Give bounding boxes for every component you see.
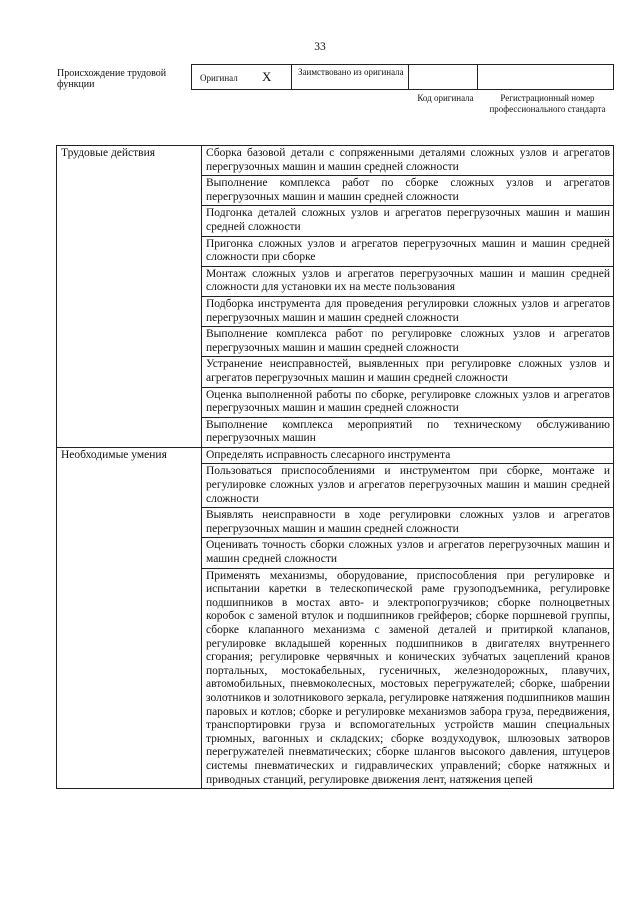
- section-item: Подборка инструмента для проведения регулировки сложных узлов и агрегатов перегрузочных машин и машин средней сложности: [202, 296, 614, 326]
- section-item: Выполнение комплекса работ по регулировке сложных узлов и агрегатов перегрузочных машин и машин средней сложности: [202, 327, 614, 357]
- origin-code-cell: [409, 65, 478, 89]
- section-label: Необходимые умения: [57, 447, 202, 788]
- table-row: [57, 146, 614, 176]
- origin-reg-cell: [478, 65, 613, 89]
- section-item: Подгонка деталей сложных узлов и агрегатов перегрузочных машин и машин средней сложности: [202, 206, 614, 236]
- borrowed-label: Заимствовано из оригинала: [298, 67, 404, 77]
- section-item: Оценивать точность сборки сложных узлов и агрегатов перегрузочных машин и машин средней сложности: [202, 538, 614, 568]
- origin-borrowed-cell: [292, 65, 409, 89]
- origin-table: [191, 64, 614, 90]
- section-item: Устранение неисправностей, выявленных при регулировке сложных узлов и агрегатов перегрузочных машин и машин средней сложности: [202, 357, 614, 387]
- original-mark: X: [262, 69, 272, 84]
- section-item: Применять механизмы, оборудование, приспособления при регулировке и испытании каретки в телескопической раме грузоподъемника, регулировке подшипников в мостах авто- и электропогрузчиков; сборке полноцветных коробок с заменой втулок и подшипников грейферов; сборке поршневой группы, сборке клапанного механизма с заменой деталей и притиркой клапанов, регулировке вкладышей коренных подшипников в двигателях внутреннего сгорания; регулировке червячных и конических зубчатых зацеплений кранов портальных, мостокабельных, гусеничных, железнодорожных, плавучих, автомобильных, пневмоколесных, мостовых перегружателей; сборке, шабрении золотников и золотникового зеркала, регулировке натяжения подшипников машин паровых и котлов; сборке и регулировке механизмов забора груза, передвижения, транспортировки груза и вспомогательных устройств машин специальных трюмных, вагонных и складских; сборке воздуходувок, шлюзовых затворов перегружателей пневматических; сборке шлангов высокого давления, штуцеров системы пневматических и гидравлических управлений; сборке натяжных и приводных станций, регулировке движения лент, натяжения цепей: [202, 568, 614, 789]
- section-item: Монтаж сложных узлов и агрегатов перегрузочных машин и машин средней сложности для установки их на месте пользования: [202, 266, 614, 296]
- section-item: Выполнение комплекса мероприятий по техническому обслуживанию перегрузочных машин: [202, 417, 614, 447]
- function-table: [56, 145, 614, 789]
- reg-number-label: Регистрационный номер профессионального стандарта: [489, 93, 606, 114]
- section-item: Выявлять неисправности в ходе регулировки сложных узлов и агрегатов перегрузочных машин и машин средней сложности: [202, 508, 614, 538]
- section-item: Сборка базовой детали с сопряженными деталями сложных узлов и агрегатов перегрузочных машин и машин средней сложности: [202, 146, 614, 176]
- table-row: [57, 447, 614, 464]
- original-label: Оригинал: [200, 73, 238, 83]
- section-item: Оценка выполненной работы по сборке, регулировке сложных узлов и агрегатов перегрузочных машин и машин средней сложности: [202, 387, 614, 417]
- section-item: Определять исправность слесарного инструмента: [202, 447, 614, 464]
- origin-label: Происхождение трудовой функции: [57, 68, 167, 90]
- section-label: Трудовые действия: [57, 146, 202, 448]
- page-number: 33: [314, 41, 326, 53]
- code-original-label: Код оригинала: [417, 93, 474, 103]
- origin-original-cell: [192, 65, 292, 89]
- section-item: Пригонка сложных узлов и агрегатов перегрузочных машин и машин средней сложности при сборке: [202, 236, 614, 266]
- section-item: Пользоваться приспособлениями и инструментом при сборке, монтаже и регулировке сложных узлов и агрегатов перегрузочных машин и машин средней сложности: [202, 464, 614, 508]
- section-item: Выполнение комплекса работ по сборке сложных узлов и агрегатов перегрузочных машин и машин средней сложности: [202, 176, 614, 206]
